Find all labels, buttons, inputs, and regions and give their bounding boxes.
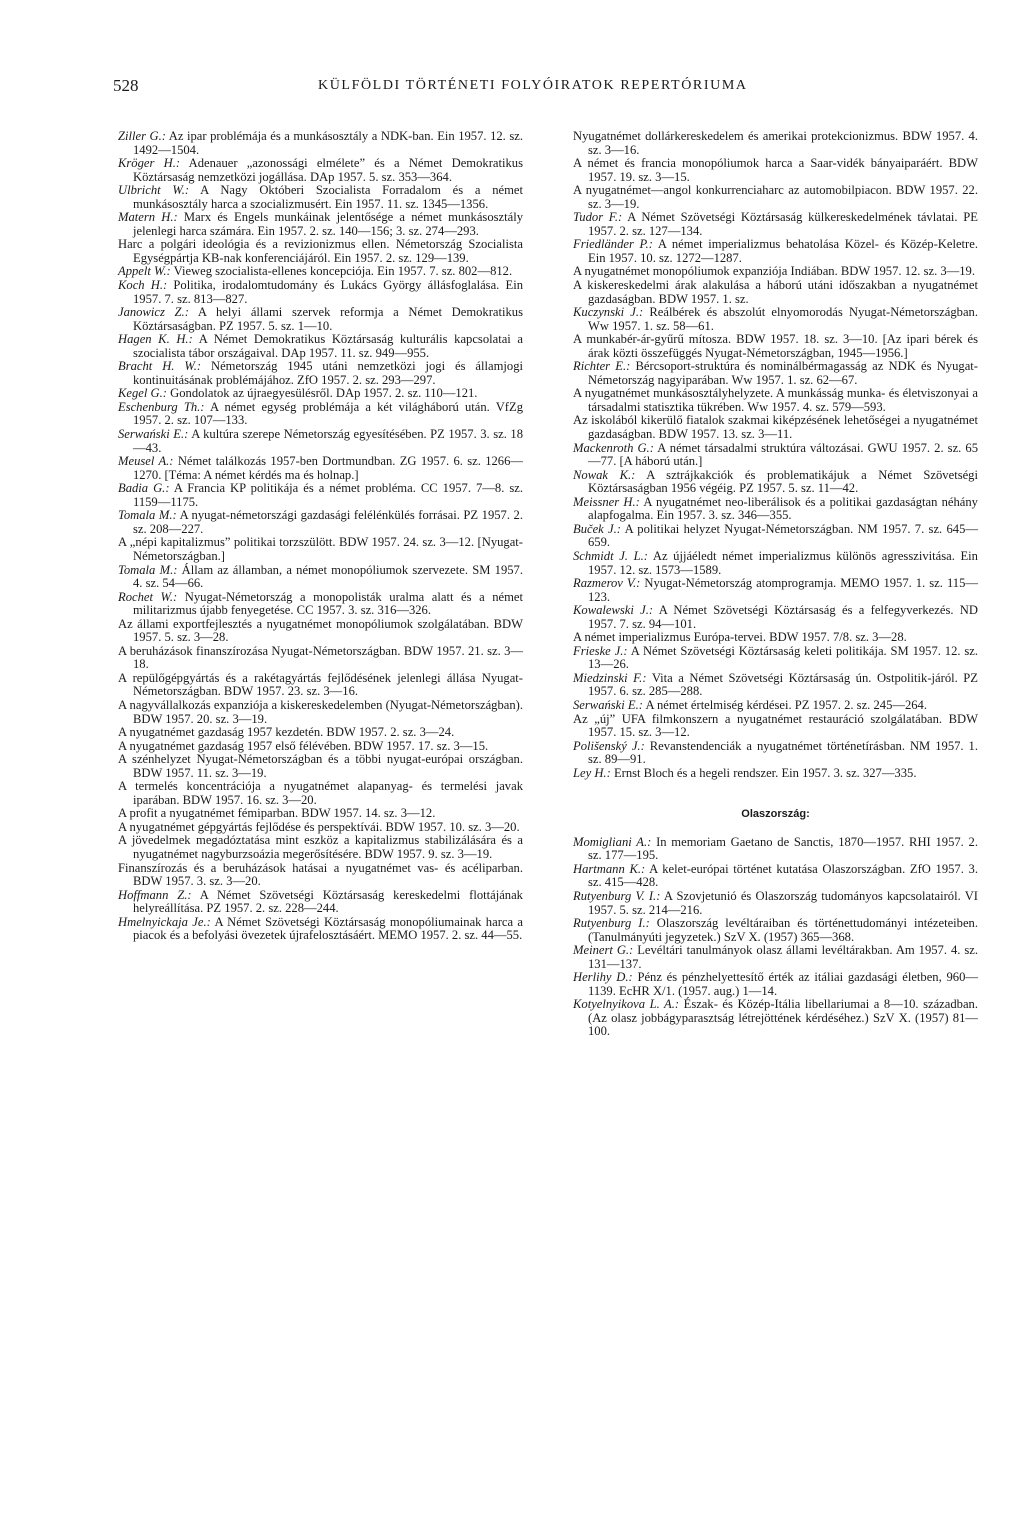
bibliography-entry xyxy=(118,618,523,645)
entry-author: Hmelnyickaja Je.: xyxy=(118,914,211,929)
entry-text: A politikai helyzet Nyugat-Németországban. NM 1957. 7. sz. 645—659. xyxy=(588,521,978,550)
entry-author: Eschenburg Th.: xyxy=(118,399,205,414)
entry-text: Bércsoport-struktúra és nominálbérmagasság az NDK és Nyugat-Németország nagyiparában. Ww 1957. 1. sz. 62—67. xyxy=(588,359,978,387)
entry-text: A német és francia monopóliumok harca a Saar-vidék bányaiparáért. BDW 1957. 19. sz. 3—15. xyxy=(573,156,978,184)
entry-author: Matern H.: xyxy=(118,210,178,225)
entry-author: Serwański E.: xyxy=(118,427,189,442)
bibliography-entry xyxy=(573,672,978,699)
bibliography-entry xyxy=(573,496,978,523)
entry-author: Ulbricht W.: xyxy=(118,183,190,198)
entry-text: A nyugatnémet neo-liberálisok és a politikai gazdaságtan néhány alapfogalma. Ein 1957. 3. sz. 346—355. xyxy=(588,494,978,523)
bibliography-entry xyxy=(118,726,523,740)
entry-text: Gondolatok az újraegyesülésről. DAp 1957. 2. sz. 110—121. xyxy=(170,386,478,401)
bibliography-entry xyxy=(118,807,523,821)
entry-author: Ley H.: xyxy=(573,765,611,780)
entry-author: Rutyenburg V. I.: xyxy=(573,888,661,903)
entry-author: Tomala M.: xyxy=(118,508,177,523)
bibliography-entry xyxy=(118,306,523,333)
entry-text: A német imperializmus Európa-tervei. BDW 1957. 7/8. sz. 3—28. xyxy=(573,630,907,645)
bibliography-entry xyxy=(118,509,523,536)
entry-text: A beruházások finanszírozása Nyugat-Németországban. BDW 1957. 21. sz. 3—18. xyxy=(118,643,523,672)
bibliography-entry xyxy=(573,469,978,496)
entry-text: A helyi állami szervek reformja a Német Demokratikus Köztársaságban. PZ 1957. 5. sz. 1—10. xyxy=(133,305,523,333)
bibliography-entry xyxy=(573,265,978,279)
entry-author: Nowak K.: xyxy=(573,467,636,482)
bibliography-entry xyxy=(118,265,523,279)
entry-text: Levéltári tanulmányok olasz állami levéltárakban. Am 1957. 4. sz. 131—137. xyxy=(588,943,978,971)
entry-text: A szénhelyzet Nyugat-Németországban és a többi nyugat-európai országban. BDW 1957. 11. sz. 3—19. xyxy=(118,752,523,780)
entry-text: A nyugatnémet gazdaság 1957 első félévében. BDW 1957. 17. sz. 3—15. xyxy=(118,738,489,753)
entry-text: Az állami exportfejlesztés a nyugatnémet monopóliumok szolgálatában. BDW 1957. 5. sz. 3—28. xyxy=(118,616,523,645)
bibliography-entry xyxy=(118,401,523,428)
bibliography-entry xyxy=(573,971,978,998)
entry-author: Razmerov V.: xyxy=(573,576,641,591)
entry-text: A munkabér-ár-gyűrű mítosza. BDW 1957. 18. sz. 3—10. [Az ipari bérek és árak közti összefüggés Nyugat-Németországban, 1945—1956.] xyxy=(573,332,978,360)
entry-author: Schmidt J. L.: xyxy=(573,548,648,563)
bibliography-entry xyxy=(118,238,523,265)
entry-author: Bracht H. W.: xyxy=(118,359,202,374)
bibliography-entry xyxy=(118,916,523,943)
bibliography-entry xyxy=(573,414,978,441)
bibliography-entry xyxy=(573,360,978,387)
entry-author: Kotyelnyikova L. A.: xyxy=(573,997,680,1012)
entry-author: Richter E.: xyxy=(573,359,631,374)
entry-text: A német egység problémája a két világháború után. VfZg 1957. 2. sz. 107—133. xyxy=(133,399,523,428)
entry-text: A profit a nyugatnémet fémiparban. BDW 1957. 14. sz. 3—12. xyxy=(118,806,436,821)
bibliography-entry xyxy=(573,279,978,306)
bibliography-entry xyxy=(118,834,523,861)
right-column xyxy=(573,130,978,1039)
entry-text: A Szovjetunió és Olaszország tudományos kapcsolatairól. VI 1957. 5. sz. 214—216. xyxy=(588,888,978,917)
bibliography-entry xyxy=(573,645,978,672)
bibliography-entry xyxy=(118,780,523,807)
entry-author: Momigliani A.: xyxy=(573,834,652,849)
entry-author: Meusel A.: xyxy=(118,454,174,469)
bibliography-entry xyxy=(573,577,978,604)
entry-author: Janowicz Z.: xyxy=(118,305,189,320)
entry-text: Finanszírozás és a beruházások hatásai a nyugatnémet vas- és acéliparban. BDW 1957. 3. sz. 3—20. xyxy=(118,860,523,889)
entry-text: A német értelmiség kérdései. PZ 1957. 2. sz. 245—264. xyxy=(645,697,927,712)
entry-text: A Német Szövetségi Köztársaság külkereskedelmének távlatai. PE 1957. 2. sz. 127—134. xyxy=(588,210,978,238)
page-header xyxy=(113,76,913,100)
entry-text: A „népi kapitalizmus” politikai torzszülött. BDW 1957. 24. sz. 3—12. [Nyugat-Németországban.] xyxy=(118,535,523,563)
bibliography-entry xyxy=(118,889,523,916)
entry-author: Meissner H.: xyxy=(573,494,640,509)
entry-text: Az iskolából kikerülő fiatalok szakmai kiképzésének lehetőségei a nyugatnémet gazdaságban. BDW 1957. 13. sz. 3—11. xyxy=(573,413,978,442)
entry-text: A Német Szövetségi Köztársaság keleti politikája. SM 1957. 12. sz. 13—26. xyxy=(588,643,978,672)
entry-text: Revanstendenciák a nyugatnémet történetírásban. NM 1957. 1. sz. 89—91. xyxy=(588,738,979,767)
entry-text: Észak- és Közép-Itália libellariumai a 8—10. században. (Az olasz jobbágyparasztság létrejöttének kérdéséhez.) SzV X. (1957) 81—100. xyxy=(588,997,978,1039)
entry-text: A Francia KP politikája és a német probléma. CC 1957. 7—8. sz. 1159—1175. xyxy=(133,481,523,509)
entry-author: Mackenroth G.: xyxy=(573,440,654,455)
entry-text: Ernst Bloch és a hegeli rendszer. Ein 1957. 3. sz. 327—335. xyxy=(613,765,917,780)
entry-text: A nyugatnémet gépgyártás fejlődése és perspektívái. BDW 1957. 10. sz. 3—20. xyxy=(118,819,520,834)
entry-text: A kiskereskedelmi árak alakulása a háború utáni időszakban a nyugatnémet gazdaságban. BDW 1957. 1. sz. xyxy=(573,278,978,306)
entry-text: Pénz és pénzhelyettesítő érték az itáliai gazdasági életben, 960—1139. EcHR X/1. (1957. aug.) 1—14. xyxy=(588,970,978,998)
entry-text: Politika, irodalomtudomány és Lukács György állásfoglalása. Ein 1957. 7. sz. 813—827. xyxy=(133,278,524,306)
bibliography-entry xyxy=(573,211,978,238)
entry-text: A Német Demokratikus Köztársaság kulturális kapcsolatai a szocialista tábor országaival. DAp 1957. 11. sz. 949—955. xyxy=(133,332,524,360)
bibliography-entry xyxy=(573,998,978,1039)
page-number: 528 xyxy=(113,76,139,95)
bibliography-entry xyxy=(118,333,523,360)
bibliography-entry xyxy=(573,157,978,184)
bibliography-entry xyxy=(573,306,978,333)
bibliography-entry xyxy=(573,130,978,157)
bibliography-entry xyxy=(573,550,978,577)
entry-text: Harc a polgári ideológia és a revizionizmus ellen. Németország Szocialista Egységpártja KB-nak konferenciájáról. Ein 1957. 2. sz. 129—139. xyxy=(118,237,523,265)
entry-text: A nyugatnémet monopóliumok expanziója Indiában. BDW 1957. 12. sz. 3—19. xyxy=(573,264,976,279)
bibliography-entry xyxy=(118,428,523,455)
bibliography-entry xyxy=(118,157,523,184)
bibliography-entry xyxy=(573,333,978,360)
section-heading-italy: Olaszország: xyxy=(741,808,810,821)
bibliography-entry xyxy=(573,442,978,469)
bibliography-entry xyxy=(118,740,523,754)
entry-text: Az ipar problémája és a munkásosztály a NDK-ban. Ein 1957. 12. sz. 1492—1504. xyxy=(133,129,523,157)
entry-text: A nyugat-németországi gazdasági felélénkülés forrásai. PZ 1957. 2. sz. 208—227. xyxy=(133,508,523,536)
entry-text: A termelés koncentrációja a nyugatnémet alapanyag- és termelési javak iparában. BDW 1957. 16. sz. 3—20. xyxy=(118,779,523,807)
bibliography-entry xyxy=(118,184,523,211)
entry-text: Nyugatnémet dollárkereskedelem és amerikai protekcionizmus. BDW 1957. 4. sz. 3—16. xyxy=(573,129,978,157)
entry-text: Marx és Engels munkáinak jelentősége a német munkásosztály jelenlegi harca számára. Ein 1957. 2. sz. 140—156; 3. sz. 274—293. xyxy=(133,210,523,238)
entry-author: Ziller G.: xyxy=(118,129,166,143)
bibliography-entry xyxy=(118,591,523,618)
entry-author: Kowalewski J.: xyxy=(573,603,654,618)
bibliography-entry xyxy=(573,523,978,550)
bibliography-entry xyxy=(573,238,978,265)
bibliography-entry xyxy=(573,917,978,944)
bibliography-entry xyxy=(118,455,523,482)
bibliography-entry xyxy=(118,536,523,563)
entry-text: Vieweg szocialista-ellenes koncepciója. Ein 1957. 7. sz. 802—812. xyxy=(173,264,513,279)
bibliography-entry xyxy=(573,699,978,713)
bibliography-entry xyxy=(118,211,523,238)
entry-author: Koch H.: xyxy=(118,278,168,293)
entry-author: Friedländer P.: xyxy=(573,237,653,252)
entry-author: Polišenský J.: xyxy=(573,738,645,753)
bibliography-entry xyxy=(118,821,523,835)
entry-author: Serwański E.: xyxy=(573,697,643,712)
bibliography-entry xyxy=(573,631,978,645)
entry-text: A Német Szövetségi Köztársaság és a felfegyverkezés. ND 1957. 7. sz. 94—101. xyxy=(588,603,978,631)
bibliography-entry xyxy=(118,482,523,509)
entry-author: Rochet W.: xyxy=(118,589,178,604)
entry-text: Az újjáéledt német imperializmus különös agresszivitása. Ein 1957. 12. sz. 1573—1589. xyxy=(588,548,978,577)
entry-text: A nagyvállalkozás expanziója a kiskereskedelemben (Nyugat-Németországban). BDW 1957. 20. sz. 3—19. xyxy=(118,697,523,726)
entry-author: Appelt W.: xyxy=(118,264,171,279)
entry-text: Nyugat-Németország a monopolisták uralma alatt és a német militarizmus újabb fenyegetése. CC 1957. 3. sz. 316—326. xyxy=(133,589,523,618)
right-column-italy-entries xyxy=(573,836,978,1039)
bibliography-entry xyxy=(118,360,523,387)
right-column-entries xyxy=(573,130,978,780)
bibliography-entry xyxy=(573,740,978,767)
bibliography-entry xyxy=(118,564,523,591)
entry-author: Tomala M.: xyxy=(118,562,178,577)
running-title: KÜLFÖLDI TÖRTÉNETI FOLYÓIRATOK REPERTÓRIUMA xyxy=(318,78,748,93)
entry-text: A német imperializmus behatolása Közel- és Közép-Keletre. Ein 1957. 10. sz. 1272—1287. xyxy=(588,237,978,265)
entry-text: Vita a Német Szövetségi Köztársaság ún. Ostpolitik-járól. PZ 1957. 6. sz. 285—288. xyxy=(588,670,978,699)
bibliography-entry xyxy=(118,645,523,672)
bibliography-entry xyxy=(573,863,978,890)
entry-author: Rutyenburg I.: xyxy=(573,916,650,931)
entry-text: In memoriam Gaetano de Sanctis, 1870—1957. RHI 1957. 2. sz. 177—195. xyxy=(588,834,978,863)
entry-text: A jövedelmek megadóztatása mint eszköz a kapitalizmus stabilizálására és a nyugatnémet nagyburzsoázia megerősítésére. BDW 1957. 9. sz. 3—19. xyxy=(118,833,523,861)
entry-author: Badia G.: xyxy=(118,481,170,496)
entry-author: Hoffmann Z.: xyxy=(118,887,192,902)
entry-author: Meinert G.: xyxy=(573,943,634,958)
entry-author: Buček J.: xyxy=(573,521,621,536)
entry-text: A Német Szövetségi Köztársaság monopóliumainak harca a piacok és a befolyási övezetek újrafelosztásáért. MEMO 1957. 2. sz. 44—55. xyxy=(133,914,523,943)
bibliography-entry xyxy=(573,944,978,971)
entry-author: Hartmann K.: xyxy=(573,861,646,876)
bibliography-entry xyxy=(573,890,978,917)
entry-author: Kuczynski J.: xyxy=(573,305,644,320)
entry-text: Az „új” UFA filmkonszern a nyugatnémet restauráció szolgálatában. BDW 1957. 15. sz. 3—12. xyxy=(573,711,978,740)
entry-author: Tudor F.: xyxy=(573,210,623,225)
left-column xyxy=(118,130,523,943)
entry-text: Olaszország levéltáraiban és történettudományi intézeteiben. (Tanulmányúti jegyzetek.) SzV X. (1957) 365—368. xyxy=(588,916,978,944)
entry-text: Reálbérek és abszolút elnyomorodás Nyugat-Németországban. Ww 1957. 1. sz. 58—61. xyxy=(588,305,978,333)
entry-text: A Nagy Októberi Szocialista Forradalom és a német munkásosztály harca a szocializmusért. Ein 1957. 11. sz. 1345—1356. xyxy=(133,183,523,211)
entry-text: Németország 1945 utáni nemzetközi jogi és államjogi kontinuitásának problémájához. ZfO 1957. 2. sz. 293—297. xyxy=(133,359,523,387)
entry-text: Nyugat-Németország atomprogramja. MEMO 1957. 1. sz. 115—123. xyxy=(588,576,978,604)
entry-text: Állam az államban, a német monopóliumok szervezete. SM 1957. 4. sz. 54—66. xyxy=(133,562,523,591)
entry-text: A kelet-európai történet kutatása Olaszországban. ZfO 1957. 3. sz. 415—428. xyxy=(588,861,978,890)
bibliography-entry xyxy=(573,836,978,863)
bibliography-entry xyxy=(573,387,978,414)
entry-text: A sztrájkakciók és problematikájuk a Német Szövetségi Köztársaságban 1956 végéig. PZ 1957. 5. sz. 11—42. xyxy=(588,467,978,496)
bibliography-entry xyxy=(573,767,978,781)
bibliography-entry xyxy=(118,753,523,780)
entry-text: A német társadalmi struktúra változásai. GWU 1957. 2. sz. 65—77. [A háború után.] xyxy=(588,440,978,469)
bibliography-entry xyxy=(118,862,523,889)
bibliography-entry xyxy=(118,130,523,157)
entry-text: Adenauer „azonossági elmélete” és a Német Demokratikus Köztársaság nemzetközi jogállása. DAp 1957. 5. sz. 353—364. xyxy=(133,156,523,184)
bibliography-entry xyxy=(573,604,978,631)
entry-author: Kröger H.: xyxy=(118,156,181,171)
entry-text: Német találkozás 1957-ben Dortmundban. ZG 1957. 6. sz. 1266—1270. [Téma: A német kérdés ma és holnap.] xyxy=(133,454,523,482)
entry-author: Frieske J.: xyxy=(573,643,628,658)
entry-text: A Német Szövetségi Köztársaság kereskedelmi flottájának helyreállítása. PZ 1957. 2. sz. 228—244. xyxy=(133,887,523,916)
entry-text: A nyugatnémet gazdaság 1957 kezdetén. BDW 1957. 2. sz. 3—24. xyxy=(118,725,455,740)
entry-text: A nyugatnémet munkásosztályhelyzete. A munkásság munka- és életviszonyai a társadalmi statisztika tükrében. Ww 1957. 4. sz. 579—593. xyxy=(573,386,978,414)
bibliography-entry xyxy=(573,184,978,211)
bibliography-entry xyxy=(118,699,523,726)
entry-author: Herlihy D.: xyxy=(573,970,633,985)
bibliography-entry xyxy=(118,279,523,306)
entry-text: A nyugatnémet—angol konkurrenciaharc az automobilpiacon. BDW 1957. 22. sz. 3—19. xyxy=(573,183,978,211)
bibliography-entry xyxy=(573,713,978,740)
bibliography-entry xyxy=(118,387,523,401)
entry-text: A repülőgépgyártás és a rakétagyártás fejlődésének jelenlegi állása Nyugat-Németországban. BDW 1957. 23. sz. 3—16. xyxy=(118,670,523,699)
bibliography-entry xyxy=(118,672,523,699)
entry-author: Miedzinski F.: xyxy=(573,670,647,685)
entry-author: Kegel G.: xyxy=(118,386,167,401)
entry-text: A kultúra szerepe Németország egyesítésében. PZ 1957. 3. sz. 18—43. xyxy=(133,427,523,455)
entry-author: Hagen K. H.: xyxy=(118,332,193,347)
